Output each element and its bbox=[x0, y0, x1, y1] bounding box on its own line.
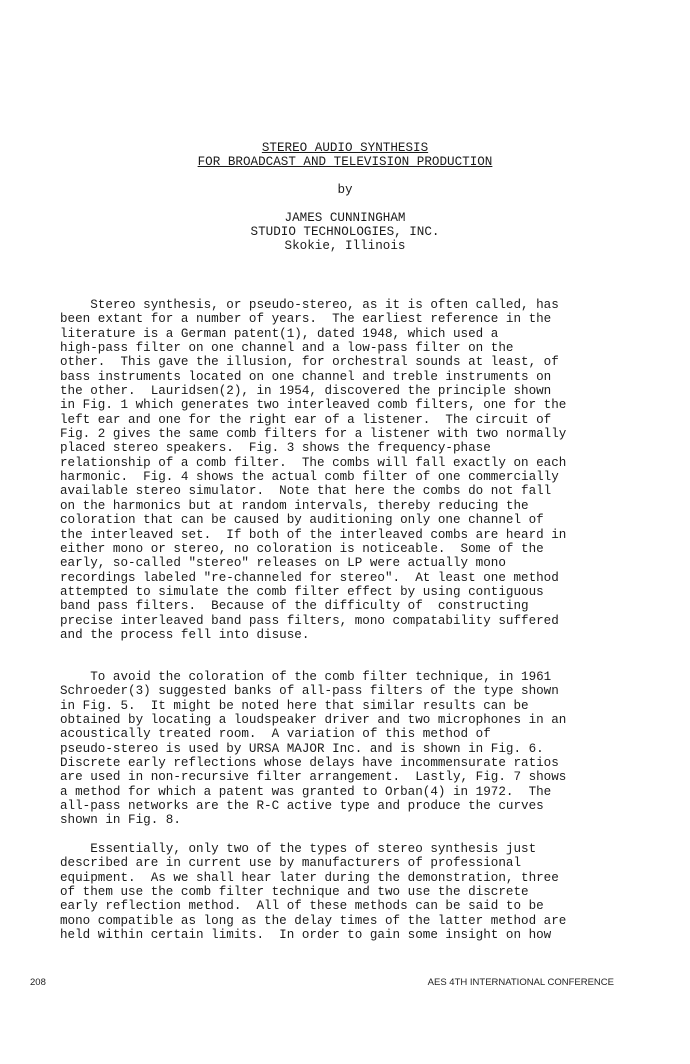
title-line-2: FOR BROADCAST AND TELEVISION PRODUCTION bbox=[197, 155, 493, 169]
paragraph-line: high-pass filter on one channel and a low-pass filter on the bbox=[60, 341, 514, 356]
paragraph-line: Schroeder(3) suggested banks of all-pass filters of the type shown bbox=[60, 684, 559, 699]
paragraph-line: pseudo-stereo is used by URSA MAJOR Inc. and is shown in Fig. 6. bbox=[60, 741, 544, 756]
paragraph-line: available stereo simulator. Note that here the combs do not fall bbox=[60, 484, 552, 499]
paragraph-line: in Fig. 1 which generates two interleaved comb filters, one for the bbox=[60, 398, 567, 413]
paragraph-line: obtained by locating a loudspeaker driver and two microphones in an bbox=[60, 713, 567, 728]
author-organization: STUDIO TECHNOLOGIES, INC. bbox=[250, 225, 440, 239]
title-block bbox=[0, 141, 690, 253]
paragraph-line: recordings labeled "re-channeled for stereo". At least one method bbox=[60, 570, 559, 585]
paragraph-line: precise interleaved band pass filters, mono compatability suffered bbox=[60, 613, 559, 628]
paragraph-line: a method for which a patent was granted to Orban(4) in 1972. The bbox=[60, 784, 552, 799]
paragraph-line: Essentially, only two of the types of stereo synthesis just bbox=[60, 842, 537, 856]
paragraph-line: coloration that can be caused by auditioning only one channel of bbox=[60, 513, 544, 528]
paragraph-line: bass instruments located on one channel and treble instruments on bbox=[60, 369, 552, 384]
paragraph-line: in Fig. 5. It might be noted here that similar results can be bbox=[60, 698, 529, 713]
paragraph-line: and the process fell into disuse. bbox=[60, 627, 310, 642]
paragraph-line: equipment. As we shall hear later during the demonstration, three bbox=[60, 870, 559, 885]
paragraph-line: been extant for a number of years. The earliest reference in the bbox=[60, 312, 552, 327]
paragraph-line: relationship of a comb filter. The combs will fall exactly on each bbox=[60, 455, 567, 470]
paragraph-3 bbox=[60, 842, 635, 942]
paragraph-line: the other. Lauridsen(2), in 1954, discovered the principle shown bbox=[60, 384, 552, 399]
paragraph-line: held within certain limits. In order to gain some insight on how bbox=[60, 928, 552, 943]
paragraph-line: Fig. 2 gives the same comb filters for a listener with two normally bbox=[60, 427, 567, 442]
author-location: Skokie, Illinois bbox=[284, 239, 406, 253]
author-name: JAMES CUNNINGHAM bbox=[284, 211, 406, 225]
title-line-1: STEREO AUDIO SYNTHESIS bbox=[261, 141, 429, 155]
page-number: 208 bbox=[30, 977, 46, 988]
paragraph-line: of them use the comb filter technique and two use the discrete bbox=[60, 885, 529, 900]
paragraph-line: To avoid the coloration of the comb filter technique, in 1961 bbox=[60, 670, 552, 684]
byline-by: by bbox=[337, 183, 353, 197]
conference-name: AES 4TH INTERNATIONAL CONFERENCE bbox=[427, 977, 614, 988]
paragraph-line: shown in Fig. 8. bbox=[60, 813, 181, 828]
paragraph-line: left ear and one for the right ear of a listener. The circuit of bbox=[60, 412, 552, 427]
paragraph-line: Discrete early reflections whose delays have incommensurate ratios bbox=[60, 756, 559, 771]
paragraph-2 bbox=[60, 670, 635, 828]
paragraph-line: band pass filters. Because of the difficulty of constructing bbox=[60, 599, 529, 614]
paragraph-line: literature is a German patent(1), dated 1948, which used a bbox=[60, 326, 499, 341]
paragraph-line: Stereo synthesis, or pseudo-stereo, as it is often called, has bbox=[60, 298, 559, 312]
paragraph-line: on the harmonics but at random intervals, thereby reducing the bbox=[60, 498, 529, 513]
paragraph-line: placed stereo speakers. Fig. 3 shows the frequency-phase bbox=[60, 441, 491, 456]
paragraph-line: are used in non-recursive filter arrangement. Lastly, Fig. 7 shows bbox=[60, 770, 567, 785]
paragraph-line: other. This gave the illusion, for orchestral sounds at least, of bbox=[60, 355, 559, 370]
paragraph-line: all-pass networks are the R-C active type and produce the curves bbox=[60, 799, 544, 814]
paragraph-line: attempted to simulate the comb filter effect by using contiguous bbox=[60, 584, 544, 599]
paragraph-line: described are in current use by manufacturers of professional bbox=[60, 856, 522, 871]
paragraph-line: early, so-called "stereo" releases on LP were actually mono bbox=[60, 556, 506, 571]
paragraph-line: either mono or stereo, no coloration is noticeable. Some of the bbox=[60, 541, 544, 556]
paragraph-line: harmonic. Fig. 4 shows the actual comb filter of one commercially bbox=[60, 470, 559, 485]
paragraph-line: mono compatible as long as the delay times of the latter method are bbox=[60, 913, 567, 928]
paragraph-line: acoustically treated room. A variation of this method of bbox=[60, 727, 491, 742]
paragraph-line: early reflection method. All of these methods can be said to be bbox=[60, 899, 544, 914]
paragraph-line: the interleaved set. If both of the interleaved combs are heard in bbox=[60, 527, 567, 542]
paragraph-1 bbox=[60, 298, 635, 642]
